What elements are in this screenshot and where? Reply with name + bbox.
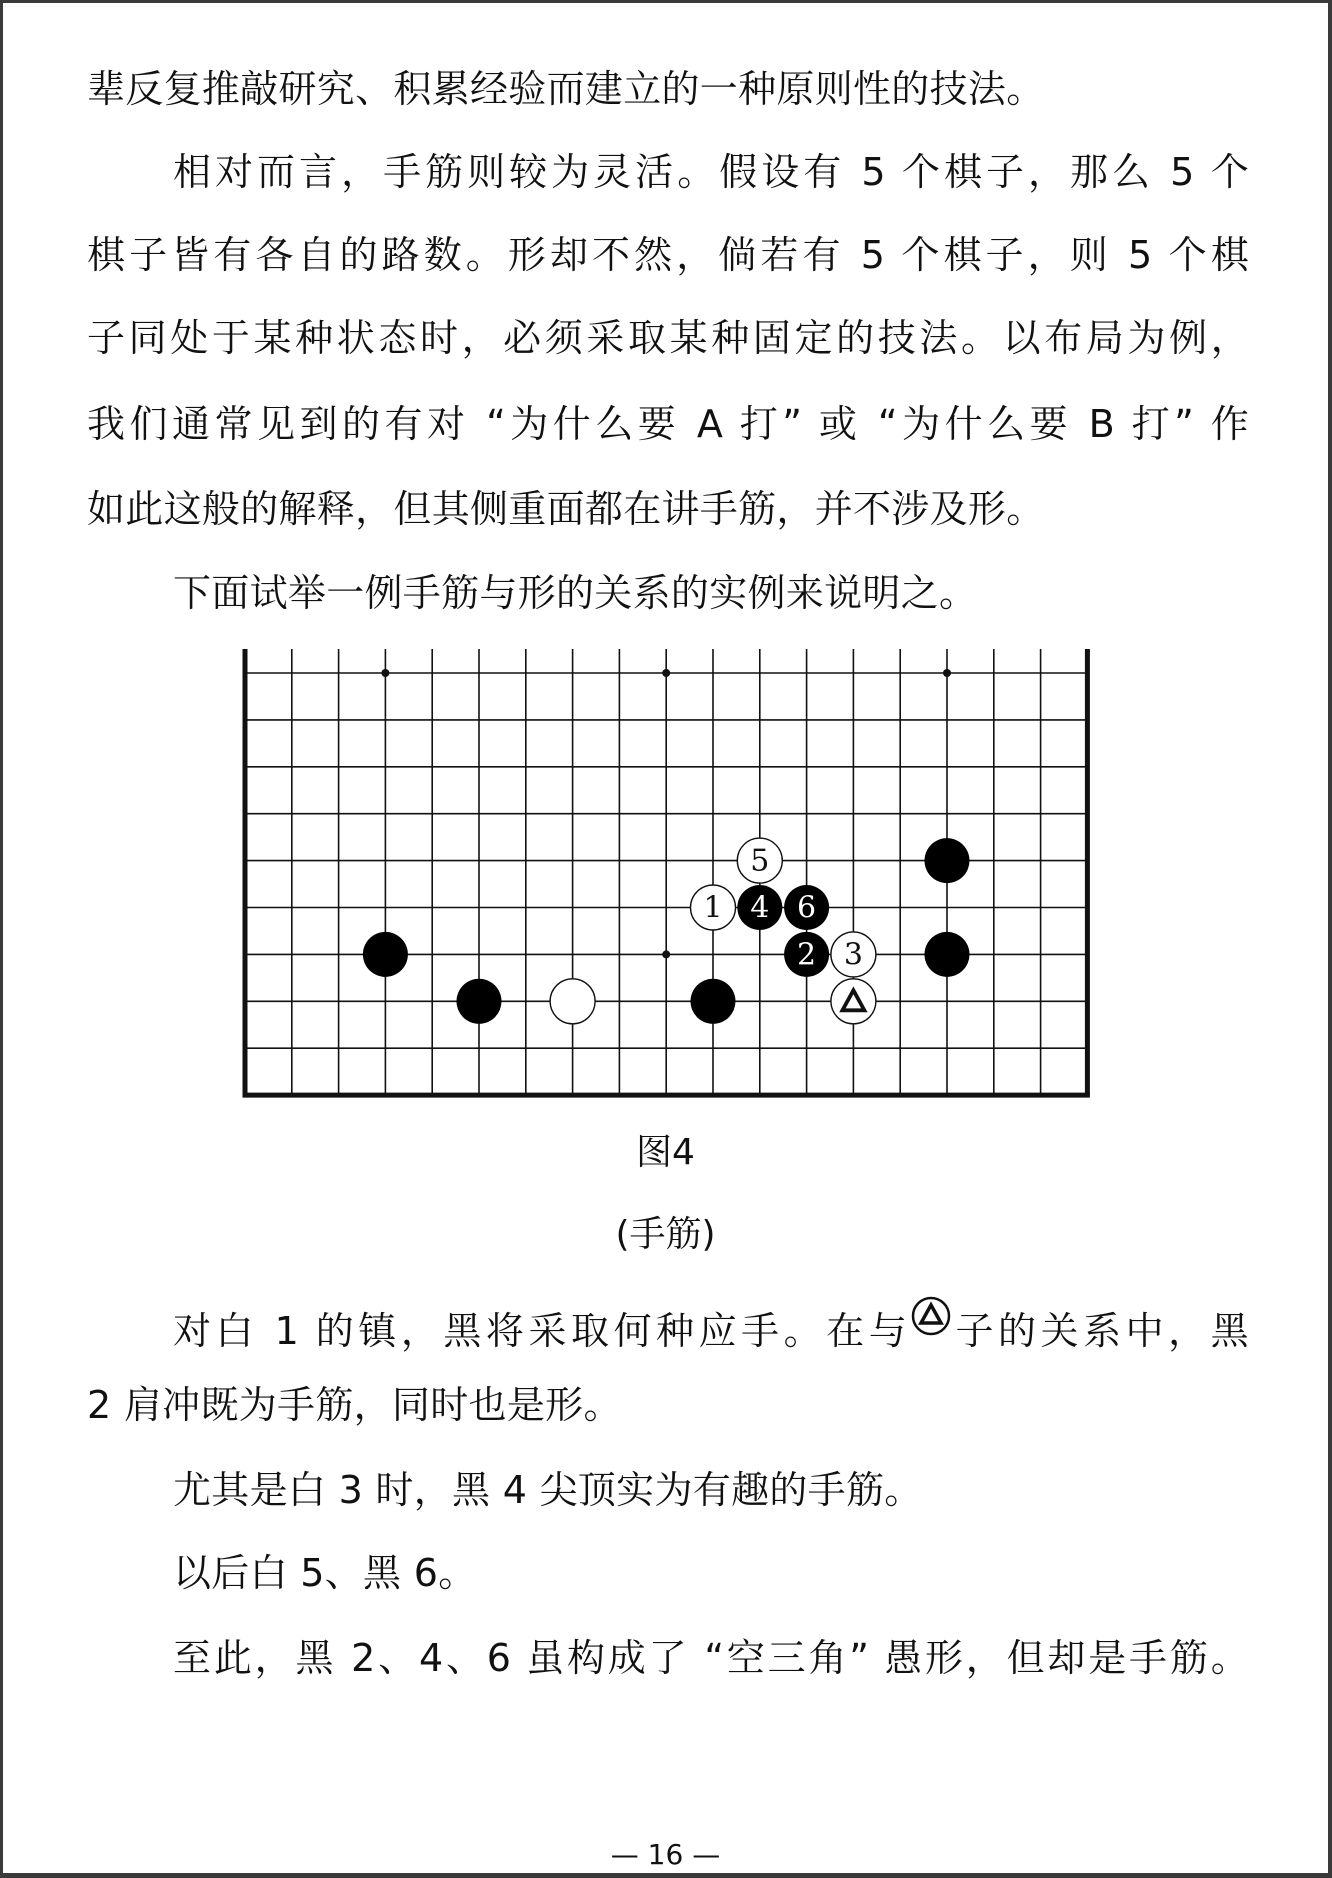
svg-text:3: 3	[843, 937, 863, 973]
text-line-6: 如此这般的解释，但其侧重面都在讲手筋，并不涉及形。	[87, 487, 1045, 531]
svg-text:4: 4	[750, 890, 770, 926]
commentary-line-3: 尤其是白 3 时，黑 4 尖顶实为有趣的手筋。	[173, 1468, 923, 1512]
white-stone-△	[831, 979, 876, 1024]
page-number: — 16 —	[610, 1838, 721, 1871]
commentary-line-2: 2 肩冲既为手筋，同时也是形。	[87, 1383, 622, 1427]
black-stone	[925, 838, 970, 883]
white-stone-3	[831, 932, 876, 977]
figure-subtitle: (手筋)	[615, 1214, 716, 1255]
text-line-7: 下面试举一例手筋与形的关系的实例来说明之。	[173, 571, 978, 615]
go-board-diagram	[3, 3, 1328, 1113]
commentary-line-5: 至此，黑 2、4、6 虽构成了 “空三角” 愚形，但却是手筋。	[173, 1636, 1249, 1680]
black-stone-4	[737, 885, 782, 930]
commentary-line-1	[173, 1296, 1249, 1353]
black-stone	[691, 979, 736, 1024]
svg-text:1: 1	[703, 890, 723, 926]
figure-title: 图4	[636, 1132, 695, 1173]
commentary-line-1-after: 子的关系中，黑	[951, 1309, 1249, 1353]
book-page	[3, 3, 1328, 1873]
commentary-line-1-before: 对白 1 的镇，黑将采取何种应手。在与	[173, 1309, 912, 1353]
circled-triangle-icon	[911, 1296, 951, 1336]
white-stone-1	[691, 885, 736, 930]
text-line-5: 我们通常见到的有对 “为什么要 A 打” 或 “为什么要 B 打” 作	[87, 402, 1249, 446]
black-stone	[925, 932, 970, 977]
white-stone	[550, 979, 595, 1024]
text-line-2: 相对而言，手筋则较为灵活。假设有 5 个棋子，那么 5 个	[173, 150, 1249, 194]
svg-text:2: 2	[797, 937, 817, 973]
svg-text:5: 5	[750, 843, 770, 879]
black-stone-6	[784, 885, 829, 930]
text-line-3: 棋子皆有各自的路数。形却不然，倘若有 5 个棋子，则 5 个棋	[87, 233, 1249, 277]
white-stone-5	[737, 838, 782, 883]
commentary-line-4: 以后白 5、黑 6。	[173, 1551, 477, 1595]
black-stone	[363, 932, 408, 977]
text-line-4: 子同处于某种状态时，必须采取某种固定的技法。以布局为例，	[87, 316, 1249, 360]
black-stone	[457, 979, 502, 1024]
text-line-1: 辈反复推敲研究、积累经验而建立的一种原则性的技法。	[87, 67, 1045, 111]
black-stone-2	[784, 932, 829, 977]
svg-text:6: 6	[797, 890, 817, 926]
